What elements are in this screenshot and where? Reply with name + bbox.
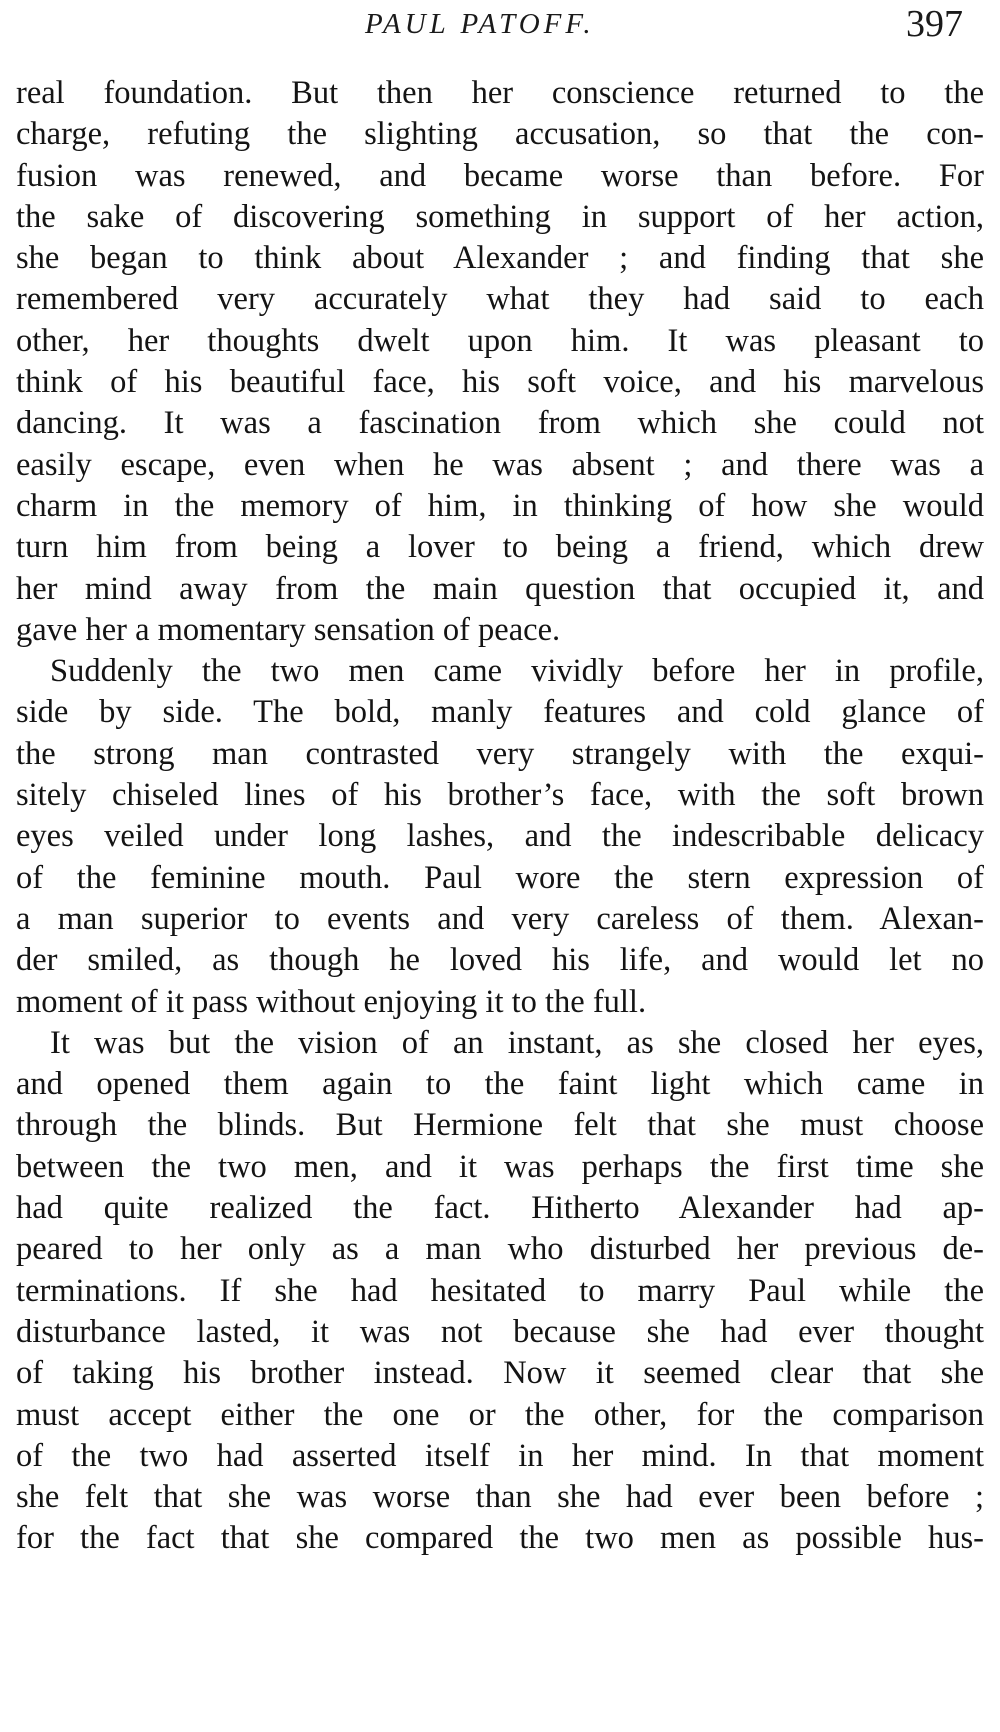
text-line: easily escape, even when he was absent ; and there was a (16, 446, 984, 483)
text-line: terminations. If she had hesitated to marry Paul while the (16, 1272, 984, 1309)
text-line: side by side. The bold, manly features and cold glance of (16, 694, 984, 731)
text-line: the sake of discovering something in support of her action, (16, 198, 984, 235)
text-line: of taking his brother instead. Now it seemed clear that she (16, 1355, 984, 1392)
text-line: think of his beautiful face, his soft voice, and his marvelous (16, 364, 984, 401)
text-line: of the two had asserted itself in her mind. In that moment (16, 1437, 984, 1474)
text-line: real foundation. But then her conscience returned to the (16, 75, 984, 111)
text-line: between the two men, and it was perhaps the first time she (16, 1148, 984, 1185)
body-text (16, 73, 984, 1560)
text-line: disturbance lasted, it was not because she had ever thought (16, 1313, 984, 1350)
text-line: and opened them again to the faint light which came in (16, 1066, 984, 1103)
text-line: the strong man contrasted very strangely with the exqui- (16, 735, 984, 772)
text-line: of the feminine mouth. Paul wore the stern expression of (16, 859, 984, 896)
running-title: PAUL PATOFF. (365, 8, 595, 40)
text-line: for the fact that she compared the two men as possible hus- (16, 1520, 984, 1557)
text-line: other, her thoughts dwelt upon him. It was pleasant to (16, 322, 984, 359)
text-line: she felt that she was worse than she had ever been before ; (16, 1479, 984, 1516)
text-line: had quite realized the fact. Hitherto Alexander had ap- (16, 1190, 984, 1227)
text-line: fusion was renewed, and became worse than before. For (16, 157, 984, 194)
text-line: der smiled, as though he loved his life, and would let no (16, 942, 984, 979)
text-line: her mind away from the main question that occupied it, and (16, 570, 984, 607)
text-line: turn him from being a lover to being a friend, which drew (16, 529, 984, 566)
text-line: she began to think about Alexander ; and finding that she (16, 240, 984, 277)
running-head (0, 2, 1000, 54)
text-line: through the blinds. But Hermione felt that she must choose (16, 1107, 984, 1144)
paragraph-start-line: It was but the vision of an instant, as she closed her eyes, (50, 1024, 984, 1061)
text-line: sitely chiseled lines of his brother’s face, with the soft brown (16, 777, 984, 814)
text-line: charge, refuting the slighting accusation, so that the con- (16, 116, 984, 153)
page-number: 397 (906, 3, 963, 45)
text-line: eyes veiled under long lashes, and the indescribable delicacy (16, 818, 984, 855)
paragraph-start-line: Suddenly the two men came vividly before her in profile, (50, 653, 984, 690)
text-line: charm in the memory of him, in thinking of how she would (16, 487, 984, 524)
text-line: remembered very accurately what they had said to each (16, 281, 984, 318)
text-line: peared to her only as a man who disturbed her previous de- (16, 1231, 984, 1268)
paragraph-end-line: moment of it pass without enjoying it to the full. (16, 983, 647, 1020)
paragraph-end-line: gave her a momentary sensation of peace. (16, 611, 561, 648)
text-line: must accept either the one or the other, for the comparison (16, 1396, 984, 1433)
text-line: a man superior to events and very careless of them. Alexan- (16, 900, 984, 937)
text-line: dancing. It was a fascination from which she could not (16, 405, 984, 442)
